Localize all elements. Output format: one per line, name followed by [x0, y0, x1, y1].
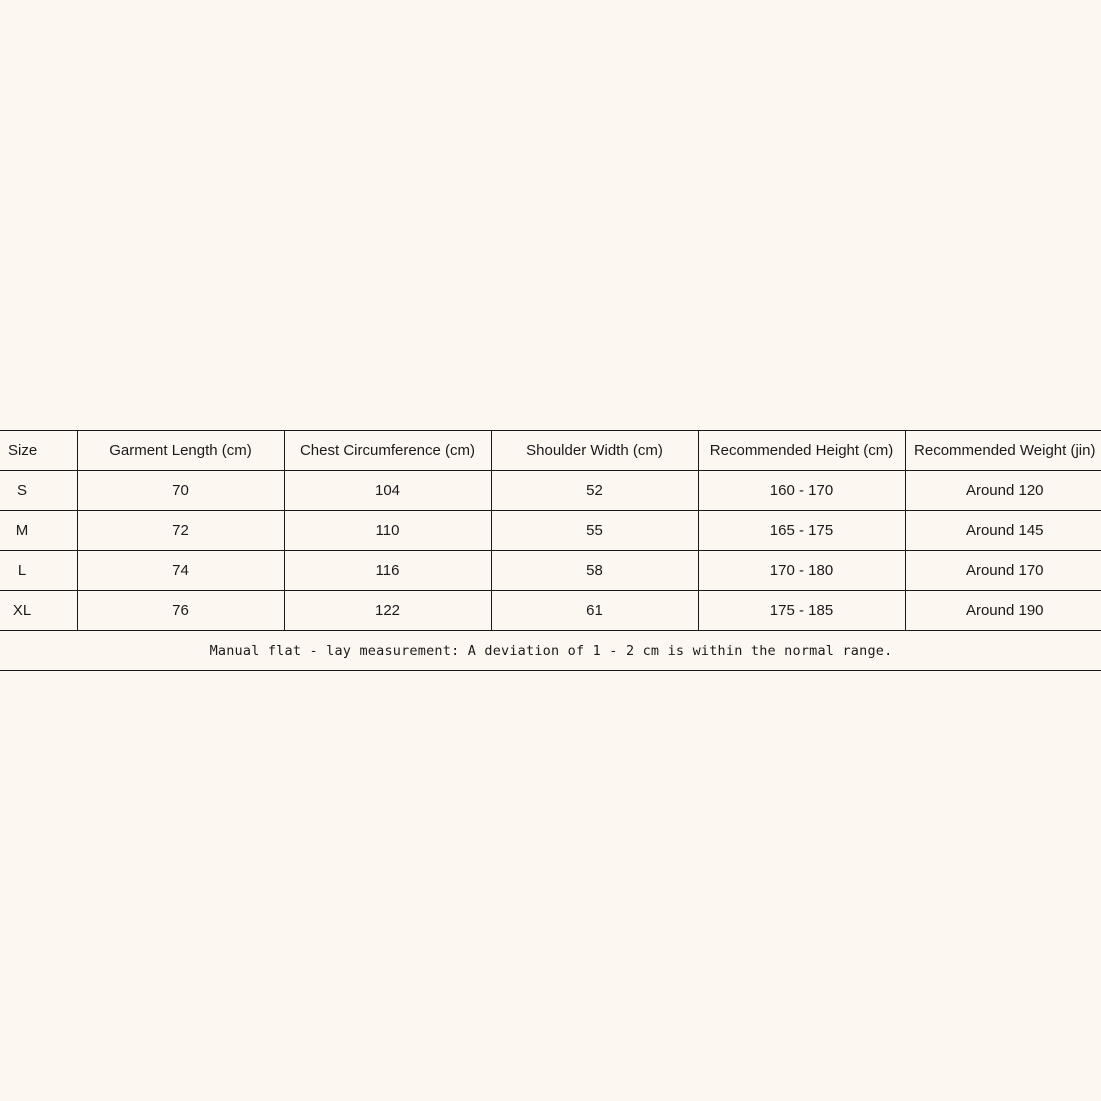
table-row: [0, 511, 1101, 551]
chest-circumference-cell: 122: [284, 591, 491, 631]
shoulder-width-cell: 52: [491, 471, 698, 511]
size-label: XL: [12, 602, 32, 619]
measurement-note: Manual flat - lay measurement: A deviation of 1 - 2 cm is within the normal range.: [0, 631, 1101, 671]
table-header-row: [0, 431, 1101, 471]
chest-circumference-cell: 110: [284, 511, 491, 551]
recommended-height-cell: 165 - 175: [698, 511, 905, 551]
recommended-height-cell: 170 - 180: [698, 551, 905, 591]
garment-length-cell: 72: [77, 511, 284, 551]
garment-length-cell: 70: [77, 471, 284, 511]
size-chart: [0, 430, 1101, 671]
recommended-height-cell: 175 - 185: [698, 591, 905, 631]
shoulder-width-cell: 58: [491, 551, 698, 591]
table-row: [0, 471, 1101, 511]
shoulder-width-cell: 55: [491, 511, 698, 551]
table-row: [0, 551, 1101, 591]
size-cell: [0, 511, 77, 551]
recommended-weight-cell: Around 170: [905, 551, 1101, 591]
size-label: M: [15, 522, 29, 539]
header-chest-circumference: Chest Circumference (cm): [284, 431, 491, 471]
shoulder-width-cell: 61: [491, 591, 698, 631]
header-recommended-height: Recommended Height (cm): [698, 431, 905, 471]
header-size: Size: [0, 431, 77, 471]
size-label: S: [16, 482, 27, 499]
header-shoulder-width: Shoulder Width (cm): [491, 431, 698, 471]
recommended-height-cell: 160 - 170: [698, 471, 905, 511]
size-cell: [0, 551, 77, 591]
size-label: L: [17, 562, 27, 579]
recommended-weight-cell: Around 190: [905, 591, 1101, 631]
header-garment-length: Garment Length (cm): [77, 431, 284, 471]
chest-circumference-cell: 116: [284, 551, 491, 591]
recommended-weight-cell: Around 145: [905, 511, 1101, 551]
garment-length-cell: 76: [77, 591, 284, 631]
size-cell: [0, 591, 77, 631]
table-row: [0, 591, 1101, 631]
header-recommended-weight: Recommended Weight (jin): [905, 431, 1101, 471]
garment-length-cell: 74: [77, 551, 284, 591]
recommended-weight-cell: Around 120: [905, 471, 1101, 511]
size-cell: [0, 471, 77, 511]
chest-circumference-cell: 104: [284, 471, 491, 511]
note-row: [0, 631, 1101, 671]
size-chart-table: [0, 430, 1101, 671]
